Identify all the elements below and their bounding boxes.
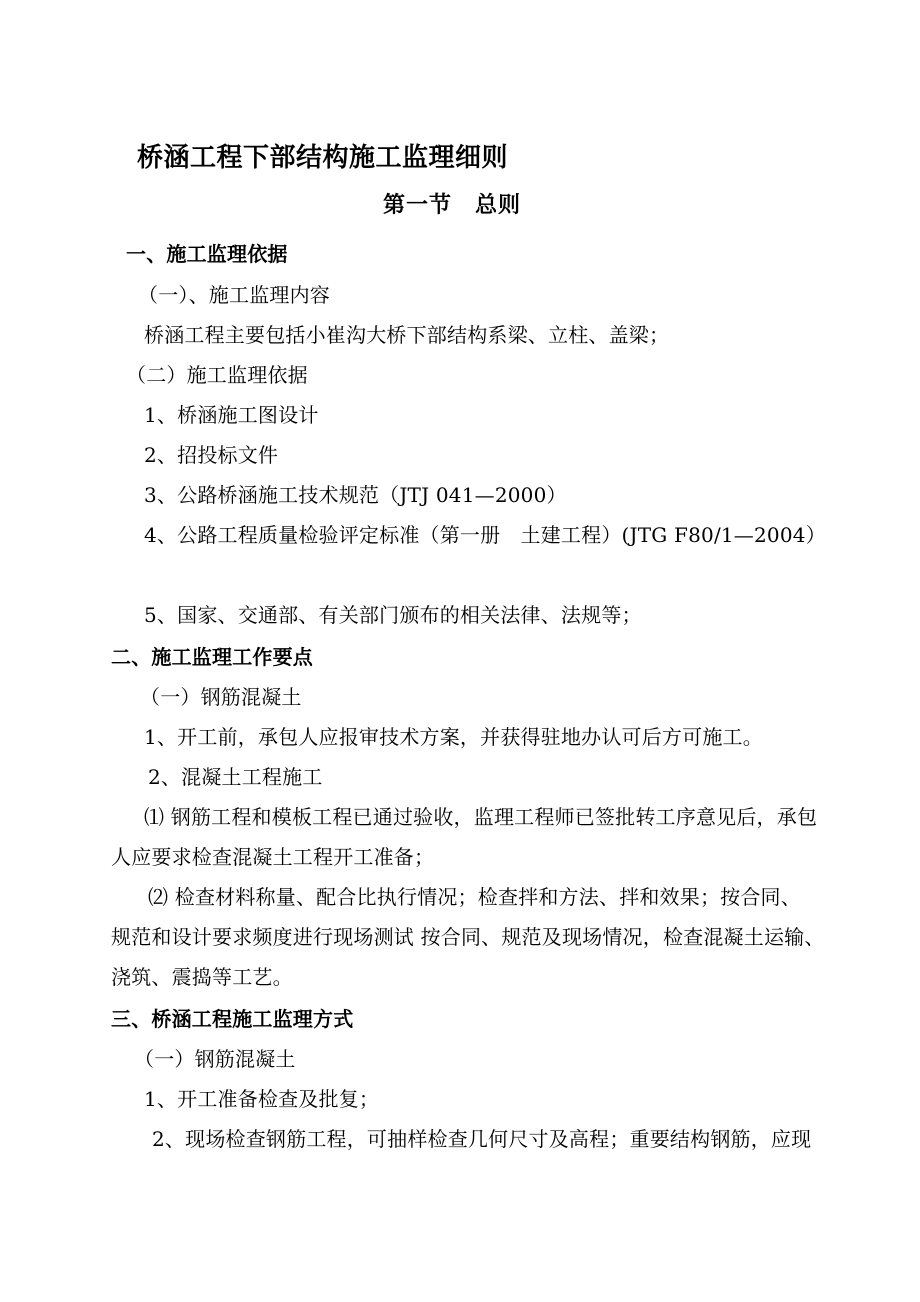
heading-key-points: 二、施工监理工作要点 xyxy=(111,645,313,669)
paragraph-1-line-2: 人应要求检查混凝土工程开工准备； xyxy=(111,845,435,869)
basis-item-1: 1、桥涵施工图设计 xyxy=(144,403,319,427)
paragraph-scope: 桥涵工程主要包括小崔沟大桥下部结构系梁、立柱、盖梁； xyxy=(144,323,670,347)
section-title: 第一节 总则 xyxy=(383,192,522,218)
basis-item-4: 4、公路工程质量检验评定标准（第一册 土建工程）(JTG F80/1—2004） xyxy=(144,523,826,547)
basis-item-3: 3、公路桥涵施工技术规范（JTJ 041—2000） xyxy=(144,483,567,507)
key-point-item-2: 2、混凝土工程施工 xyxy=(148,765,323,789)
basis-item-5: 5、国家、交通部、有关部门颁布的相关法律、法规等； xyxy=(144,603,642,627)
subheading-content: （一）、施工监理内容 xyxy=(138,283,330,307)
subheading-rc-1: （一）钢筋混凝土 xyxy=(140,685,302,709)
document-title: 桥涵工程下部结构施工监理细则 xyxy=(137,143,509,173)
paragraph-2-line-3: 浇筑、震捣等工艺。 xyxy=(111,965,293,989)
heading-basis: 一、施工监理依据 xyxy=(126,242,288,266)
method-item-2: 2、现场检查钢筋工程，可抽样检查几何尺寸及高程；重要结构钢筋，应现 xyxy=(152,1127,812,1151)
key-point-item-1: 1、开工前，承包人应报审技术方案，并获得驻地办认可后方可施工。 xyxy=(144,725,763,749)
paragraph-2-line-2: 规范和设计要求频度进行现场测试 按合同、规范及现场情况，检查混凝土运输、 xyxy=(111,925,825,949)
paragraph-1-line-1: ⑴ 钢筋工程和模板工程已通过验收，监理工程师已签批转工序意见后，承包 xyxy=(144,805,818,829)
subheading-rc-2: （一）钢筋混凝土 xyxy=(134,1047,296,1071)
method-item-1: 1、开工准备检查及批复； xyxy=(144,1087,380,1111)
basis-item-2: 2、招投标文件 xyxy=(144,443,279,467)
heading-methods: 三、桥涵工程施工监理方式 xyxy=(111,1007,354,1031)
subheading-basis: （二）施工监理依据 xyxy=(126,363,308,387)
paragraph-2-line-1: ⑵ 检查材料称量、配合比执行情况；检查拌和方法、拌和效果；按合同、 xyxy=(148,885,801,909)
